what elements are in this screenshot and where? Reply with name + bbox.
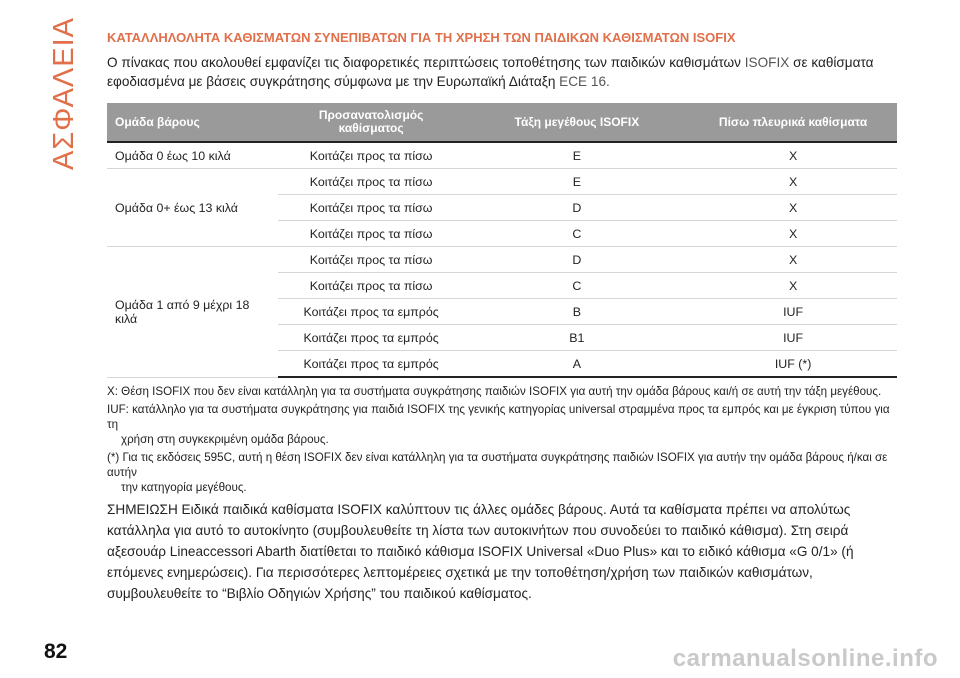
section-title: ΑΣΦΑΛΕΙΑ	[48, 16, 80, 170]
orientation-cell: Κοιτάζει προς τα εμπρός	[278, 299, 465, 325]
rear-cell: X	[689, 247, 897, 273]
table-row	[107, 142, 897, 169]
size-cell: D	[465, 195, 690, 221]
note-paragraph: ΣΗΜΕΙΩΣΗ Ειδικά παιδικά καθίσματα ISOFIX καλύπτουν τις άλλες ομάδες βάρους. Αυτά τα καθίσματα πρέπει να απολύτως κατάλληλα για αυτό το αυτοκίνητο (συμβουλευθείτε τη λίστα των αυτοκινήτων που συνοδεύει το παιδικό κάθισμα). Στη σειρά αξεσουάρ Lineaccessori Abarth διατίθεται το παιδικό κάθισμα ISOFIX Universal «Duo Plus» και το ειδικό κάθισμα «G 0/1» (ή επόμενες ενημερώσεις). Για περισσότερες λεπτομέρειες σχετικά με την τοποθέτηση/χρήση των παιδικών καθισμάτων, συμβουλευθείτε το “Βιβλίο Οδηγιών Χρήσης” του παιδικού καθίσματος.	[107, 502, 854, 601]
intro-text-1: Ο πίνακας που ακολουθεί εμφανίζει τις διαφορετικές περιπτώσεις τοποθέτησης των παιδικών καθισμάτων	[107, 55, 745, 70]
size-cell: B	[465, 299, 690, 325]
orientation-cell: Κοιτάζει προς τα εμπρός	[278, 325, 465, 351]
isofix-table	[107, 103, 897, 378]
intro-text-2: σε καθίσματα εφοδιασμένα με βάσεις συγκράτησης σύμφωνα με την Ευρωπαϊκή Διάταξη	[107, 55, 874, 89]
intro-isofix: ISOFIX	[744, 55, 790, 70]
rear-cell: X	[689, 142, 897, 169]
note-iuf-line1: IUF: κατάλληλο για τα συστήματα συγκράτησης για παιδιά ISOFIX της γενικής κατηγορίας universal στραμμένα προς τα εμπρός και με έγκριση τύπου για τη	[107, 403, 890, 431]
size-cell: B1	[465, 325, 690, 351]
group-cell: Ομάδα 1 από 9 μέχρι 18 κιλά	[107, 247, 278, 378]
rear-cell: IUF	[689, 325, 897, 351]
note-x: X: Θέση ISOFIX που δεν είναι κατάλληλη για τα συστήματα συγκράτησης παιδιών ISOFIX για αυτή την ομάδα βάρους και/ή σε αυτή την τάξη μεγέθους.	[107, 385, 882, 398]
note-iuf-line2: χρήση στη συγκεκριμένη ομάδα βάρους.	[121, 433, 329, 446]
main-content	[107, 30, 897, 604]
rear-cell: X	[689, 169, 897, 195]
header-size-class: Τάξη μεγέθους ISOFIX	[465, 103, 690, 142]
size-cell: C	[465, 273, 690, 299]
orientation-cell: Κοιτάζει προς τα πίσω	[278, 273, 465, 299]
rear-cell: X	[689, 273, 897, 299]
group-cell: Ομάδα 0 έως 10 κιλά	[107, 142, 278, 169]
note-iuf	[107, 402, 897, 447]
rear-cell: X	[689, 195, 897, 221]
header-rear-side: Πίσω πλευρικά καθίσματα	[689, 103, 897, 142]
size-cell: E	[465, 142, 690, 169]
orientation-cell: Κοιτάζει προς τα πίσω	[278, 247, 465, 273]
note-star-line1: (*) Για τις εκδόσεις 595C, αυτή η θέση ISOFIX δεν είναι κατάλληλη για τα συστήματα συγκράτησης παιδιών ISOFIX για αυτήν την ομάδα βάρους ή/και σε αυτήν	[107, 451, 888, 479]
intro-paragraph	[107, 53, 897, 91]
table-notes	[107, 384, 897, 495]
note-star-line2: την κατηγορία μεγέθους.	[121, 481, 247, 494]
page-heading: ΚΑΤΑΛΛΗΛΟΛΗΤΑ ΚΑΘΙΣΜΑΤΩΝ ΣΥΝΕΠΙΒΑΤΩΝ ΓΙΑ ΤΗ ΧΡΗΣΗ ΤΩΝ ΠΑΙΔΙΚΩΝ ΚΑΘΙΣΜΑΤΩΝ ISOFIX	[107, 30, 736, 45]
rear-cell: IUF (*)	[689, 351, 897, 378]
note-star	[107, 450, 897, 495]
size-cell: D	[465, 247, 690, 273]
table-row	[107, 169, 897, 195]
size-cell: A	[465, 351, 690, 378]
rear-cell: IUF	[689, 299, 897, 325]
orientation-cell: Κοιτάζει προς τα πίσω	[278, 169, 465, 195]
watermark: carmanualsonline.info	[672, 645, 938, 672]
table-header-row	[107, 103, 897, 142]
size-cell: C	[465, 221, 690, 247]
table-row	[107, 247, 897, 273]
orientation-cell: Κοιτάζει προς τα πίσω	[278, 221, 465, 247]
group-cell: Ομάδα 0+ έως 13 κιλά	[107, 169, 278, 247]
orientation-cell: Κοιτάζει προς τα πίσω	[278, 195, 465, 221]
intro-ece: ECE 16.	[559, 74, 610, 89]
header-weight-group: Ομάδα βάρους	[107, 103, 278, 142]
orientation-cell: Κοιτάζει προς τα πίσω	[278, 142, 465, 169]
orientation-cell: Κοιτάζει προς τα εμπρός	[278, 351, 465, 378]
header-orientation: Προσανατολισμός καθίσματος	[278, 103, 465, 142]
size-cell: E	[465, 169, 690, 195]
page-number: 82	[44, 640, 68, 663]
rear-cell: X	[689, 221, 897, 247]
